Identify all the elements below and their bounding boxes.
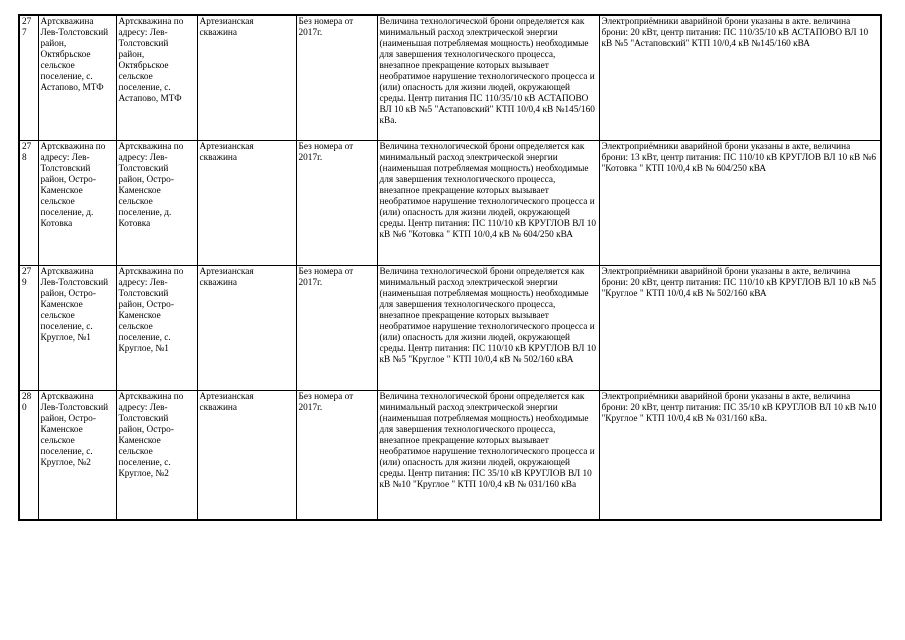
object-type: Артезианская скважина [197,390,296,520]
row-number: 278 [19,140,38,265]
object-address: Артскважина по адресу: Лев-Толстовский район, Остро-Каменское сельское поселение, д. Котовка [116,140,197,265]
reservation-table [18,14,882,521]
object-name: Артскважина Лев-Толстовский район, Остро-Каменское сельское поселение, с. Круглое, №1 [38,265,116,390]
row-number: 279 [19,265,38,390]
reserve-note: Электроприёмники аварийной брони указаны в акте, величина брони: 13 кВт, центр питания: ПС 110/10 кВ КРУГЛОВ ВЛ 10 кВ №6 "Котовка " КТП 10/0,4 кВ № 604/250 кВА [599,140,881,265]
row-number: 280 [19,390,38,520]
object-address: Артскважина по адресу: Лев-Толстовский район, Остро-Каменское сельское поселение, с. Круглое, №2 [116,390,197,520]
object-address: Артскважина по адресу: Лев-Толстовский район, Октябрьское сельское поселение, с. Астапово, МТФ [116,15,197,140]
object-address: Артскважина по адресу: Лев-Толстовский район, Остро-Каменское сельское поселение, с. Круглое, №1 [116,265,197,390]
act-date: Без номера от 2017г. [296,265,377,390]
reserve-description: Величина технологической брони определяется как минимальный расход электрической энергии (наименьшая потребляемая мощность) необходимые для завершения технологического процесса, внезапное прекращение которых вызывает необратимое нарушение технологического процесса и (или) опасность для жизни людей, окружающей среды. Центр питания: ПС 110/10 кВ КРУГЛОВ ВЛ 10 кВ №6 "Котовка " КТП 10/0,4 кВ № 604/250 кВА [377,140,599,265]
row-number: 277 [19,15,38,140]
act-date: Без номера от 2017г. [296,390,377,520]
act-date: Без номера от 2017г. [296,140,377,265]
reserve-note: Электроприёмники аварийной брони указаны в акте, величина брони: 20 кВт, центр питания: ПС 110/10 кВ КРУГЛОВ ВЛ 10 кВ №5 "Круглое " КТП 10/0,4 кВ № 502/160 кВА [599,265,881,390]
reserve-description: Величина технологической брони определяется как минимальный расход электрической энергии (наименьшая потребляемая мощность) необходимые для завершения технологического процесса, внезапное прекращение которых вызывает необратимое нарушение технологического процесса и (или) опасность для жизни людей, окружающей среды. Центр питания: ПС 110/10 кВ КРУГЛОВ ВЛ 10 кВ №5 "Круглое " КТП 10/0,4 кВ № 502/160 кВА [377,265,599,390]
object-name: Артскважина Лев-Толстовский район, Остро-Каменское сельское поселение, с. Круглое, №2 [38,390,116,520]
reserve-description: Величина технологической брони определяется как минимальный расход электрической энергии (наименьшая потребляемая мощность) необходимые для завершения технологического процесса, внезапное прекращение которых вызывает необратимое нарушение технологического процесса и (или) опасность для жизни людей, окружающей среды. Центр питания ПС 110/35/10 кВ АСТАПОВО ВЛ 10 кВ №5 "Астаповский" КТП 10/0,4 кВ №145/160 кВа. [377,15,599,140]
object-type: Артезианская скважина [197,265,296,390]
reserve-note: Электроприёмники аварийной брони указаны в акте, величина брони: 20 кВт, центр питания: ПС 35/10 кВ КРУГЛОВ ВЛ 10 кВ №10 "Круглое " КТП 10/0,4 кВ № 031/160 кВа. [599,390,881,520]
reserve-description: Величина технологической брони определяется как минимальный расход электрической энергии (наименьшая потребляемая мощность) необходимые для завершения технологического процесса, внезапное прекращение которых вызывает необратимое нарушение технологического процесса и (или) опасность для жизни людей, окружающей среды. Центр питания: ПС 35/10 кВ КРУГЛОВ ВЛ 10 кВ №10 "Круглое " КТП 10/0,4 кВ № 031/160 кВа [377,390,599,520]
table-row [19,390,881,520]
act-date: Без номера от 2017г. [296,15,377,140]
table-row [19,265,881,390]
table-row [19,140,881,265]
object-type: Артезианская скважина [197,15,296,140]
object-name: Артскважина по адресу: Лев-Толстовский район, Остро-Каменское сельское поселение, д. Котовка [38,140,116,265]
reserve-note: Электроприёмники аварийной брони указаны в акте. величина брони: 20 кВт, центр питания: ПС 110/35/10 кВ АСТАПОВО ВЛ 10 кВ №5 "Астаповский" КТП 10/0,4 кВ №145/160 кВА [599,15,881,140]
table-row [19,15,881,140]
object-name: Артскважина Лев-Толстовский район, Октябрьское сельское поселение, с. Астапово, МТФ [38,15,116,140]
object-type: Артезианская скважина [197,140,296,265]
